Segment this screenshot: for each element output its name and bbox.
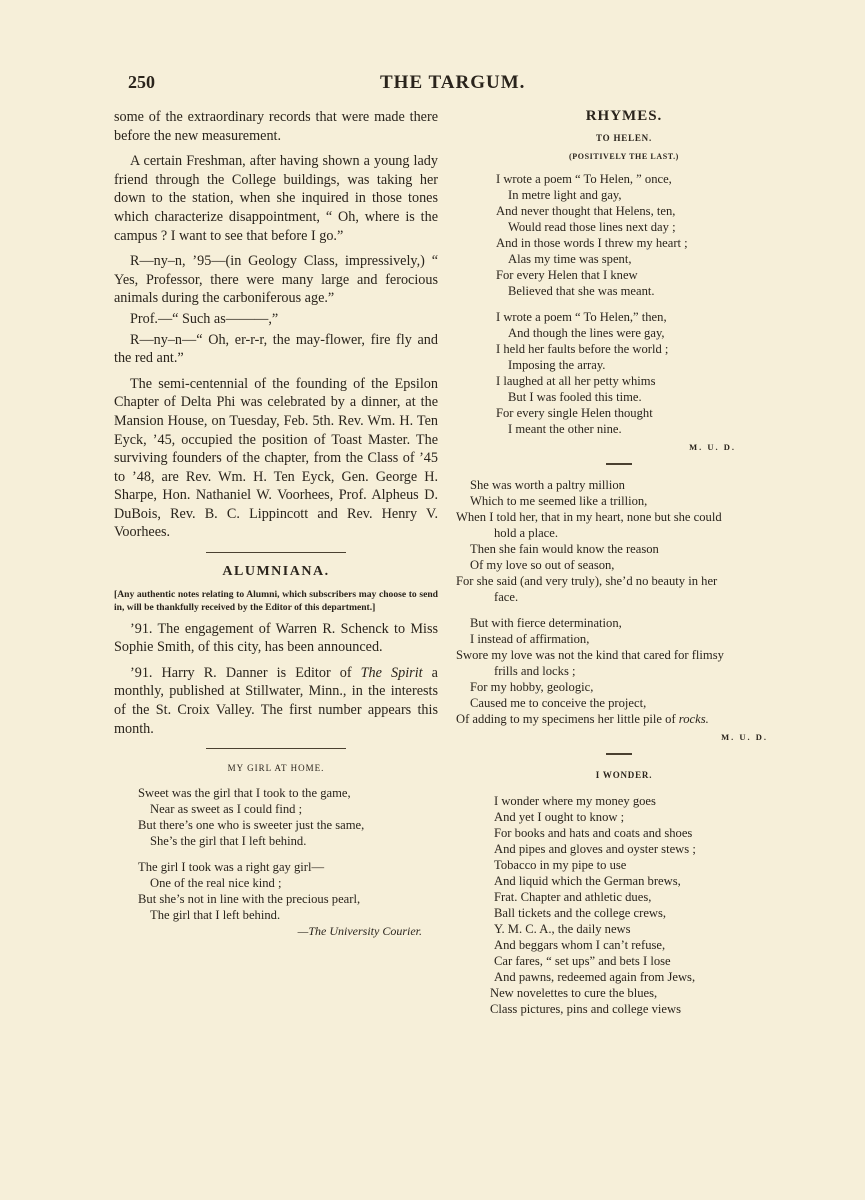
poem-line: And in those words I threw my heart ; — [496, 236, 688, 250]
paragraph: A certain Freshman, after having shown a young lady friend through the College buildings, was taking her down to the station, when she inquired in those tones which characterize disappointment, “ Oh, where is the campus ? I want to see that before I go.” — [114, 153, 438, 244]
poem-line — [456, 711, 792, 727]
poem-line: Swore my love was not the kind that cared for flimsy — [456, 648, 724, 662]
paragraph: R—ny–n, ’95—(in Geology Class, impressively,) “ Yes, Professor, there were many large and ferocious animals during the carboniferous age.” — [114, 253, 438, 307]
poem-title: I WONDER. — [595, 770, 653, 780]
left-column — [114, 108, 438, 939]
poem-stanza — [456, 615, 792, 727]
poem-line: I instead of affirmation, — [470, 632, 590, 646]
poem — [456, 793, 792, 1017]
poem-line: I meant the other nine. — [508, 422, 622, 436]
poem-line: Sweet was the girl that I took to the game, — [138, 785, 351, 800]
paragraph: some of the extraordinary records that were made there before the new measurement. — [114, 109, 438, 144]
poem-line: The girl I took was a right gay girl— — [138, 859, 325, 874]
poem-line: And though the lines were gay, — [508, 326, 665, 340]
poem-line: face. — [494, 590, 519, 604]
poem-line: Ball tickets and the college crews, — [494, 906, 667, 920]
poem-line: For my hobby, geologic, — [470, 680, 594, 694]
poem-line: I held her faults before the world ; — [496, 342, 669, 356]
poem-line: And yet I ought to know ; — [494, 810, 625, 824]
alumni-item-text: ’91. Harry R. Danner is Editor of — [130, 664, 361, 681]
paragraph: The semi-centennial of the founding of the Epsilon Chapter of Delta Phi was celebrated by a dinner, at the Mansion House, on Tuesday, Feb. 5th. Rev. Wm. H. Ten Eyck, ’45, occupied the position of Toast Master. The surviving founders of the chapter, from the Class of ’45 to ’48, are Rev. Wm. H. Ten Eyck, Gen. George H. Sharpe, Hon. Nathaniel W. Voorhees, Prof. Alpheus D. DuBois, Rev. B. C. Lippincott and Rev. Henry V. Voorhees. — [114, 375, 438, 541]
running-head: THE TARGUM. — [380, 72, 526, 93]
alumni-item — [114, 664, 438, 738]
poem-line: frills and locks ; — [494, 664, 576, 678]
poem — [114, 785, 438, 939]
emphasis-word: rocks. — [678, 712, 709, 726]
alumni-item-text: a monthly, published at Stillwater, Minn., in the interests of the St. Croix Valley. The first number appears this month. — [114, 664, 438, 737]
poem-subtitle: (POSITIVELY THE LAST.) — [569, 152, 679, 161]
section-divider — [206, 552, 346, 553]
poem-line: Then she fain would know the reason — [470, 542, 659, 556]
publication-title: The Spirit — [360, 664, 423, 681]
poem-title: MY GIRL AT HOME. — [227, 763, 325, 774]
page-number: 250 — [128, 72, 155, 92]
poem-stanza — [456, 309, 792, 437]
poem-line: Would read those lines next day ; — [508, 220, 676, 234]
poem-title: TO HELEN. — [595, 133, 653, 143]
poem-line: Alas my time was spent, — [508, 252, 632, 266]
section-divider — [606, 753, 632, 755]
paragraph: Prof.—“ Such as———,” — [130, 310, 279, 327]
poem-line: In metre light and gay, — [508, 188, 622, 202]
poem-line: And pipes and gloves and oyster stews ; — [494, 842, 696, 856]
poem-line: hold a place. — [494, 526, 558, 540]
poem-line-text: Of adding to my specimens her little pile of — [456, 712, 679, 726]
rhymes-title: RHYMES. — [585, 108, 663, 124]
poem-line: Tobacco in my pipe to use — [494, 858, 627, 872]
poem-line: Car fares, “ set ups” and bets I lose — [494, 954, 671, 968]
poem-line: Caused me to conceive the project, — [470, 696, 647, 710]
poem-line: Of my love so out of season, — [470, 558, 615, 572]
poem-line: And beggars whom I can’t refuse, — [494, 938, 666, 952]
poem-line: But with fierce determination, — [470, 616, 622, 630]
poem-line: For every Helen that I knew — [496, 268, 638, 282]
section-heading: ALUMNIANA. — [222, 564, 330, 580]
poem-line: I wrote a poem “ To Helen,” then, — [496, 310, 667, 324]
poem-line: Believed that she was meant. — [508, 284, 655, 298]
poem-line: One of the real nice kind ; — [150, 875, 282, 890]
poem-line: Frat. Chapter and athletic dues, — [494, 890, 652, 904]
section-divider — [606, 463, 632, 465]
poem-stanza — [456, 477, 792, 605]
signature: M. U. D. — [721, 732, 768, 742]
poem-line: When I told her, that in my heart, none but she could — [456, 510, 722, 524]
poem-line: And liquid which the German brews, — [494, 874, 681, 888]
poem-line: For books and hats and coats and shoes — [494, 826, 693, 840]
signature: M. U. D. — [689, 442, 736, 452]
poem-line: She’s the girl that I left behind. — [150, 833, 307, 848]
poem-line: But she’s not in line with the precious pearl, — [138, 891, 361, 906]
editor-note: [Any authentic notes relating to Alumni, which subscribers may choose to send in, will be thankfully received by the Editor of this department.] — [114, 588, 438, 613]
poem-stanza — [456, 171, 792, 299]
poem-line: Which to me seemed like a trillion, — [470, 494, 648, 508]
poem-line: New novelettes to cure the blues, — [490, 986, 658, 1000]
poem-line: But there’s one who is sweeter just the same, — [138, 817, 365, 832]
paragraph: R—ny–n—“ Oh, er-r-r, the may-flower, fire fly and the red ant.” — [114, 331, 438, 367]
section-divider — [206, 748, 346, 749]
poem-line: Imposing the array. — [508, 358, 606, 372]
poem-line: Y. M. C. A., the daily news — [494, 922, 631, 936]
poem-line: But I was fooled this time. — [508, 390, 642, 404]
attribution: —The University Courier. — [297, 923, 422, 938]
poem-line: I wrote a poem “ To Helen, ” once, — [496, 172, 672, 186]
poem-line: For every single Helen thought — [496, 406, 653, 420]
poem-line: And never thought that Helens, ten, — [496, 204, 676, 218]
poem-line: Class pictures, pins and college views — [490, 1002, 681, 1016]
right-column — [456, 108, 792, 1017]
alumni-item: ’91. The engagement of Warren R. Schenck to Miss Sophie Smith, of this city, has been announced. — [114, 620, 438, 656]
poem-line: The girl that I left behind. — [150, 907, 281, 922]
poem-line: She was worth a paltry million — [470, 478, 625, 492]
poem-line: And pawns, redeemed again from Jews, — [494, 970, 696, 984]
poem-line: I wonder where my money goes — [494, 794, 656, 808]
poem-line: I laughed at all her petty whims — [496, 374, 656, 388]
poem-line: Near as sweet as I could find ; — [150, 801, 303, 816]
poem-line: For she said (and very truly), she’d no beauty in her — [456, 574, 718, 588]
